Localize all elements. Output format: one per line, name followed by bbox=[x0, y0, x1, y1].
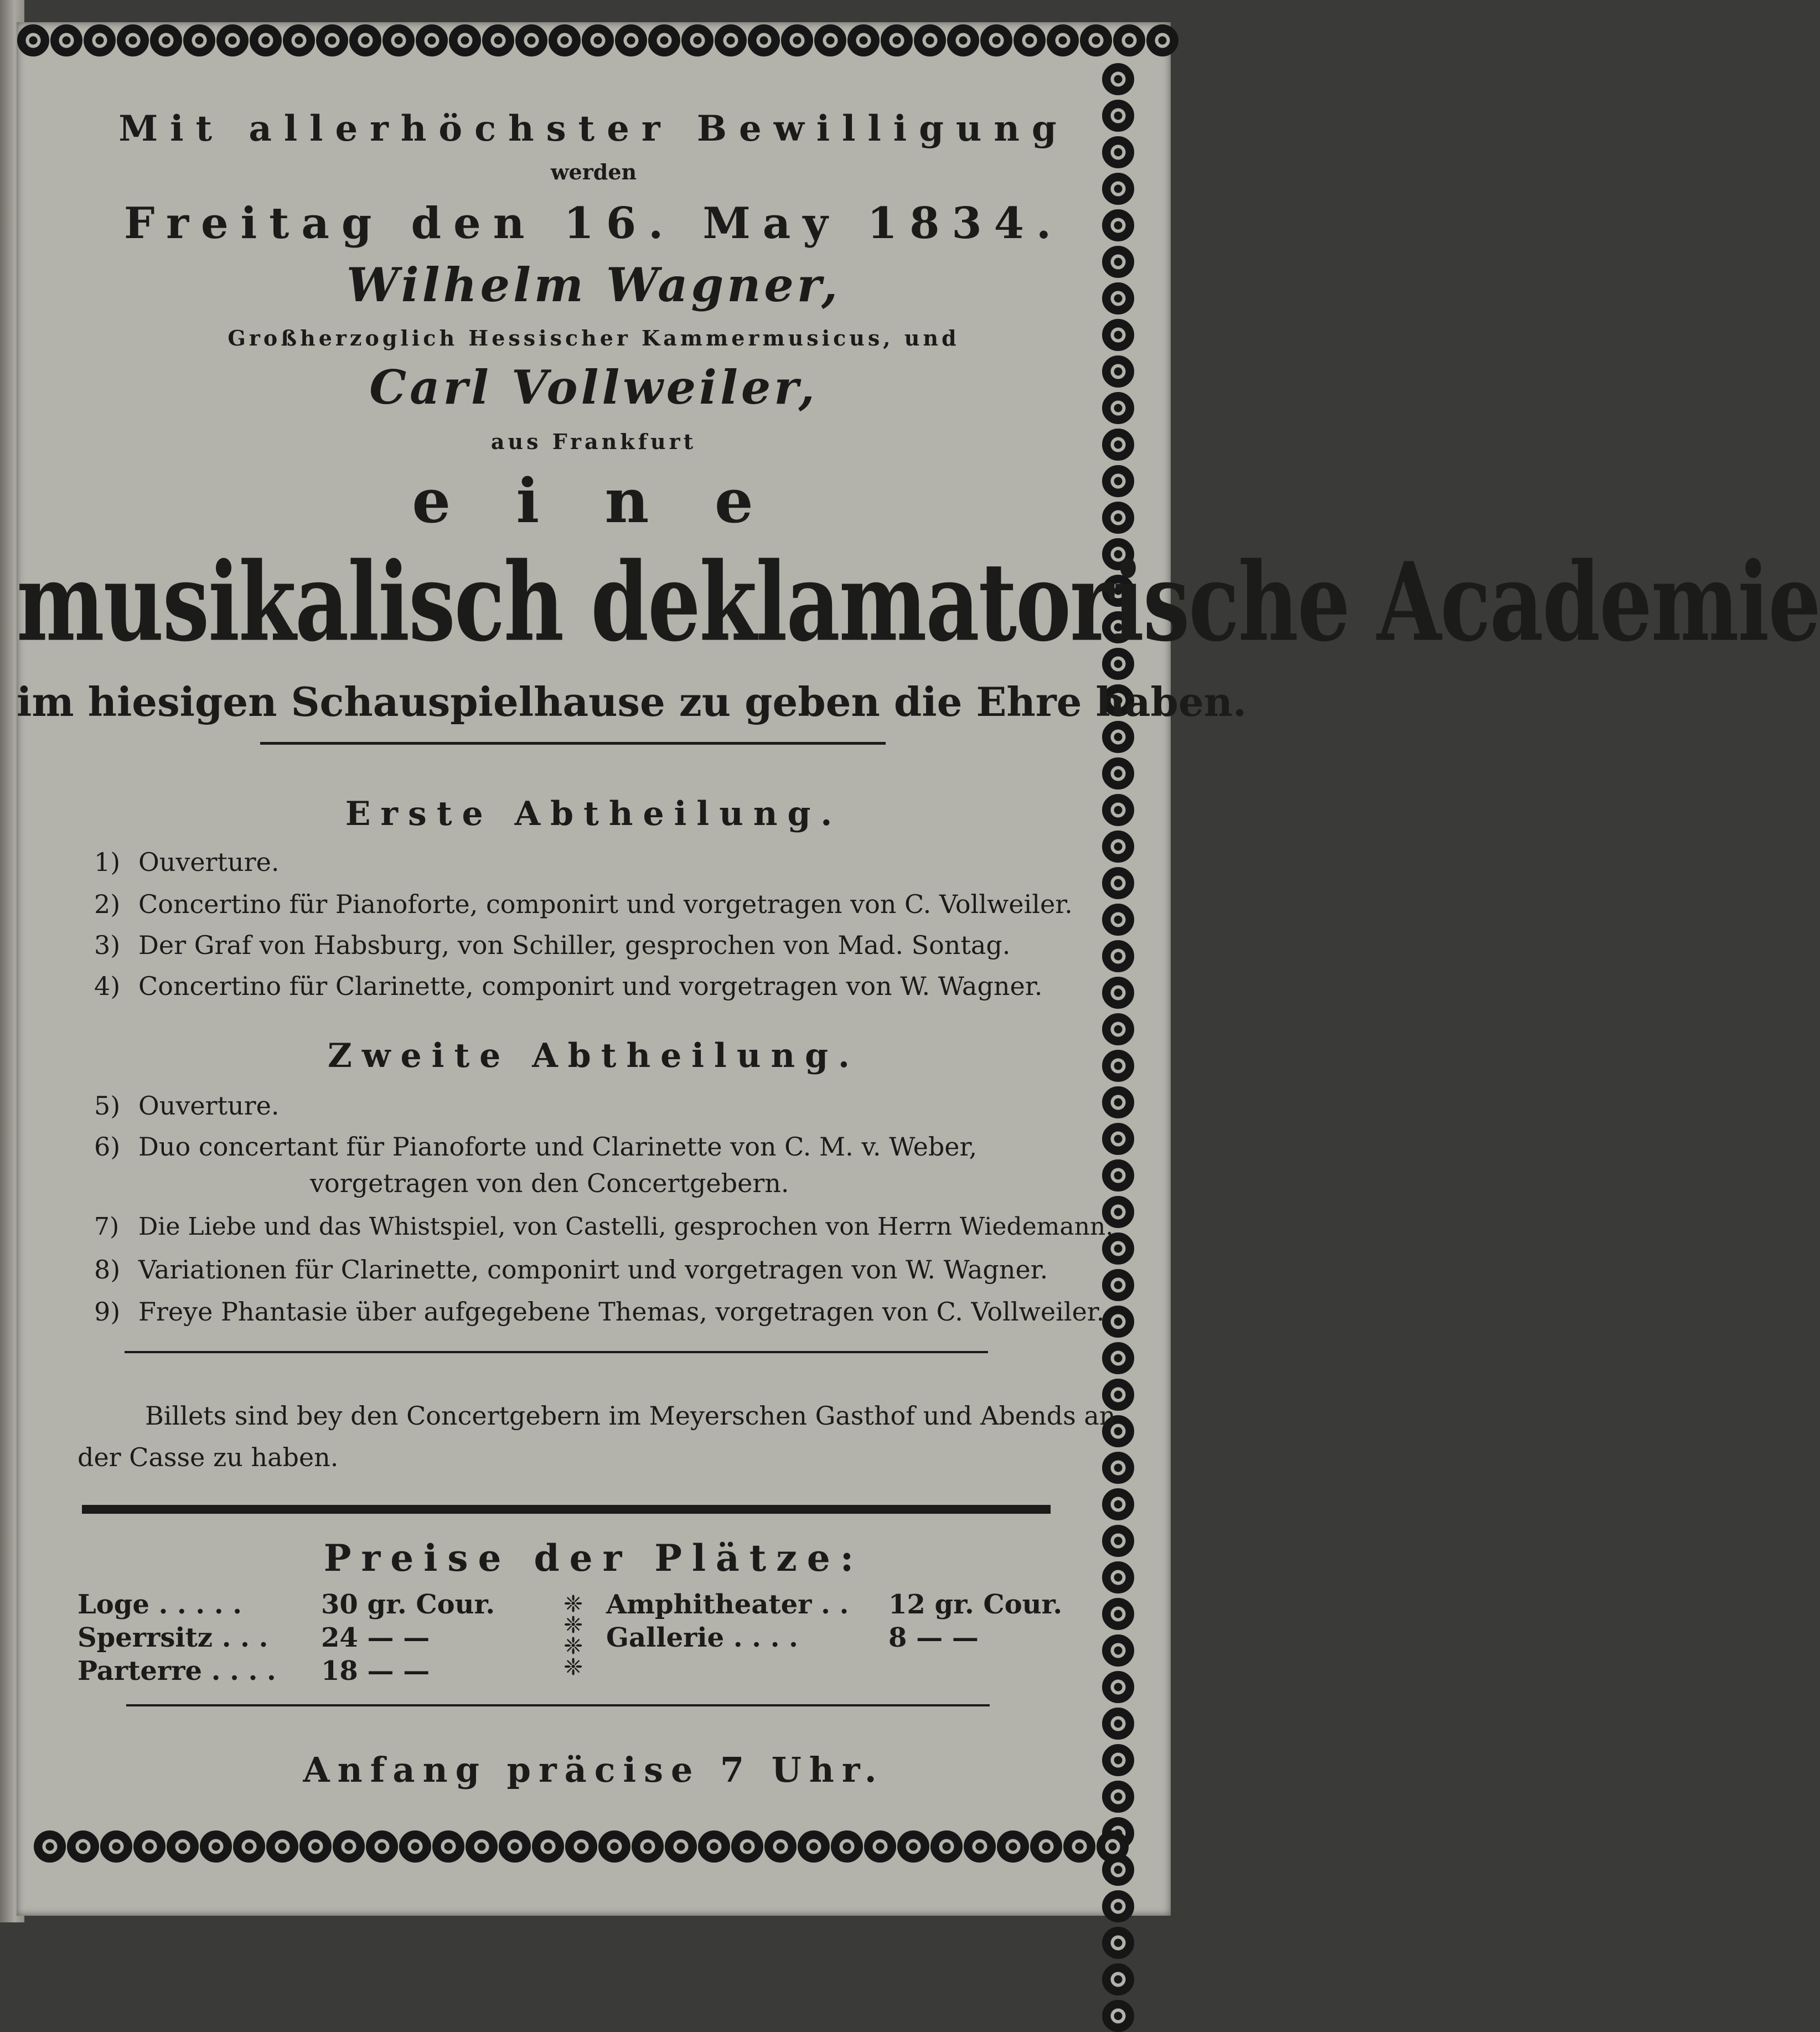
prices-heading: Preise der Plätze: bbox=[323, 1536, 864, 1580]
rosette-ornament bbox=[50, 24, 82, 56]
rosette-ornament bbox=[1063, 1830, 1095, 1863]
program-item: 8) Variationen für Clarinette, componirt und vorgetragen von W. Wagner. bbox=[94, 1255, 1048, 1285]
rosette-ornament bbox=[183, 24, 215, 56]
rosette-ornament bbox=[847, 24, 880, 56]
rosette-ornament bbox=[715, 24, 747, 56]
rosette-ornament bbox=[1102, 2000, 1134, 2032]
rosette-ornament bbox=[1030, 1830, 1062, 1863]
program-item: 7) Die Liebe und das Whistspiel, von Castelli, gesprochen von Herrn Wiedemann. bbox=[94, 1213, 1114, 1241]
rosette-ornament bbox=[748, 24, 780, 56]
rosette-ornament bbox=[598, 1830, 630, 1863]
rosette-ornament bbox=[831, 1830, 863, 1863]
rosette-ornament bbox=[532, 1830, 564, 1863]
rosette-ornament bbox=[366, 1830, 398, 1863]
rosette-ornament bbox=[515, 24, 547, 56]
rosette-ornament bbox=[681, 24, 713, 56]
rosette-ornament bbox=[1102, 977, 1134, 1009]
rosette-ornament bbox=[781, 24, 813, 56]
rosette-ornament bbox=[316, 24, 348, 56]
permission-line: Mit allerhöchster Bewilligung bbox=[118, 108, 1069, 149]
rosette-ornament bbox=[349, 24, 381, 56]
performer-1-title: Großherzoglich Hessischer Kammermusicus, und bbox=[228, 326, 960, 350]
program-item-continuation: vorgetragen von den Concertgebern. bbox=[310, 1168, 789, 1198]
rosette-ornament bbox=[1102, 1159, 1134, 1192]
rosette-ornament bbox=[914, 24, 946, 56]
rosette-ornament bbox=[1102, 757, 1134, 790]
playbill-sheet bbox=[17, 22, 1820, 1916]
rosette-ornament bbox=[798, 1830, 830, 1863]
program-item: 6) Duo concertant für Pianoforte und Clarinette von C. M. v. Weber, bbox=[94, 1132, 978, 1162]
rosette-ornament bbox=[1102, 1927, 1134, 1959]
rosette-ornament bbox=[1014, 24, 1046, 56]
event-title: musikalisch deklamatorische Academie bbox=[17, 539, 1820, 666]
rosette-ornament bbox=[1097, 1830, 1129, 1863]
date-line: Freitag den 16. May 1834. bbox=[123, 198, 1064, 249]
program-item: 1) Ouverture. bbox=[94, 847, 280, 877]
ornamental-border-bottom bbox=[33, 1828, 1135, 1865]
rosette-ornament bbox=[764, 1830, 797, 1863]
performer-1-name: Wilhelm Wagner, bbox=[346, 257, 841, 312]
rosette-ornament bbox=[100, 1830, 132, 1863]
rosette-ornament bbox=[731, 1830, 763, 1863]
rosette-ornament bbox=[499, 1830, 531, 1863]
rosette-ornament bbox=[84, 24, 116, 56]
rosette-ornament bbox=[299, 1830, 332, 1863]
rosette-ornament bbox=[1102, 63, 1134, 95]
rosette-ornament bbox=[17, 24, 49, 56]
rosette-ornament bbox=[266, 1830, 298, 1863]
program-item: 3) Der Graf von Habsburg, von Schiller, gesprochen von Mad. Sontag. bbox=[94, 930, 1011, 960]
rosette-ornament bbox=[632, 1830, 664, 1863]
rosette-ornament bbox=[665, 1830, 697, 1863]
rosette-ornament bbox=[881, 24, 913, 56]
separator-ornament: ❈ bbox=[563, 1590, 583, 1617]
rosette-ornament bbox=[167, 1830, 199, 1863]
rosette-ornament bbox=[67, 1830, 99, 1863]
program-item: 9) Freye Phantasie über aufgegebene Themas, vorgetragen von C. Vollweiler. bbox=[94, 1297, 1105, 1327]
rosette-ornament bbox=[615, 24, 647, 56]
venue-line: im hiesigen Schauspielhause zu geben die Ehre haben. bbox=[17, 678, 1247, 725]
price-row-loge: Loge . . . . . 30 gr. Cour. bbox=[77, 1589, 495, 1620]
rosette-ornament bbox=[416, 24, 448, 56]
rosette-ornament bbox=[964, 1830, 996, 1863]
rosette-ornament bbox=[449, 24, 481, 56]
rosette-ornament bbox=[34, 1830, 66, 1863]
rosette-ornament bbox=[1102, 1342, 1134, 1374]
rosette-ornament bbox=[1102, 1963, 1134, 1995]
divider-2 bbox=[125, 1351, 988, 1353]
program-item: 4) Concertino für Clarinette, componirt und vorgetragen von W. Wagner. bbox=[94, 971, 1043, 1001]
rosette-ornament bbox=[432, 1830, 464, 1863]
rosette-ornament bbox=[1102, 1086, 1134, 1118]
price-row-gallerie: Gallerie . . . . 8 — — bbox=[606, 1622, 979, 1653]
eine-line: e i n e bbox=[412, 465, 775, 537]
rosette-ornament bbox=[997, 1830, 1029, 1863]
price-row-parterre: Parterre . . . . 18 — — bbox=[77, 1655, 430, 1687]
rosette-ornament bbox=[897, 1830, 929, 1863]
rosette-ornament bbox=[1102, 1598, 1134, 1630]
rosette-ornament bbox=[333, 1830, 365, 1863]
rosette-ornament bbox=[980, 24, 1012, 56]
rosette-ornament bbox=[947, 24, 979, 56]
program-item: 5) Ouverture. bbox=[94, 1091, 280, 1121]
rosette-ornament bbox=[1102, 1452, 1134, 1484]
performer-2-name: Carl Vollweiler, bbox=[369, 360, 818, 415]
rosette-ornament bbox=[814, 24, 846, 56]
rosette-ornament bbox=[1080, 24, 1112, 56]
rosette-ornament bbox=[283, 24, 315, 56]
rosette-ornament bbox=[698, 1830, 730, 1863]
rosette-ornament bbox=[1102, 831, 1134, 863]
rosette-ornament bbox=[1102, 940, 1134, 972]
rosette-ornament bbox=[1102, 1269, 1134, 1301]
part-1-heading: Erste Abtheilung. bbox=[345, 795, 842, 833]
price-row-amphitheater: Amphitheater . . 12 gr. Cour. bbox=[606, 1589, 1063, 1620]
rosette-ornament bbox=[482, 24, 514, 56]
rosette-ornament bbox=[1113, 24, 1145, 56]
rosette-ornament bbox=[399, 1830, 431, 1863]
rosette-ornament bbox=[1102, 1306, 1134, 1338]
rosette-ornament bbox=[1047, 24, 1079, 56]
werden-line: werden bbox=[550, 159, 637, 184]
rosette-ornament bbox=[150, 24, 182, 56]
rosette-ornament bbox=[216, 24, 249, 56]
part-2-heading: Zweite Abtheilung. bbox=[328, 1036, 860, 1075]
rosette-ornament bbox=[1102, 1890, 1134, 1922]
rosette-ornament bbox=[200, 1830, 232, 1863]
rosette-ornament bbox=[864, 1830, 896, 1863]
rosette-ornament bbox=[549, 24, 581, 56]
separator-ornament: ❈ bbox=[563, 1611, 583, 1638]
rosette-ornament bbox=[930, 1830, 963, 1863]
rosette-ornament bbox=[1102, 1488, 1134, 1520]
rosette-ornament bbox=[582, 24, 614, 56]
rosette-ornament bbox=[1102, 867, 1134, 899]
divider-1 bbox=[260, 742, 886, 745]
rosette-ornament bbox=[233, 1830, 265, 1863]
rosette-ornament bbox=[1102, 721, 1134, 753]
program-item: 2) Concertino für Pianoforte, componirt und vorgetragen von C. Vollweiler. bbox=[94, 889, 1073, 919]
rosette-ornament bbox=[1102, 1671, 1134, 1703]
divider-thick bbox=[82, 1505, 1051, 1514]
separator-ornament: ❈ bbox=[563, 1653, 583, 1680]
rosette-ornament bbox=[250, 24, 282, 56]
tickets-line-1: Billets sind bey den Concertgebern im Meyerschen Gasthof und Abends an bbox=[145, 1401, 1116, 1431]
divider-3 bbox=[126, 1704, 990, 1706]
rosette-ornament bbox=[1102, 1123, 1134, 1155]
start-time: Anfang präcise 7 Uhr. bbox=[303, 1750, 885, 1790]
ornamental-border-top bbox=[17, 22, 1171, 59]
rosette-ornament bbox=[133, 1830, 166, 1863]
rosette-ornament bbox=[648, 24, 680, 56]
rosette-ornament bbox=[117, 24, 149, 56]
performer-2-origin: aus Frankfurt bbox=[490, 429, 697, 454]
rosette-ornament bbox=[382, 24, 415, 56]
rosette-ornament bbox=[466, 1830, 498, 1863]
tickets-line-2: der Casse zu haben. bbox=[77, 1442, 339, 1472]
rosette-ornament bbox=[1102, 904, 1134, 936]
separator-ornament: ❈ bbox=[563, 1632, 583, 1659]
rosette-ornament bbox=[1102, 1634, 1134, 1667]
price-row-sperrsitz: Sperrsitz . . . 24 — — bbox=[77, 1622, 430, 1653]
rosette-ornament bbox=[565, 1830, 597, 1863]
rosette-ornament bbox=[1146, 24, 1178, 56]
rosette-ornament bbox=[1102, 1708, 1134, 1740]
